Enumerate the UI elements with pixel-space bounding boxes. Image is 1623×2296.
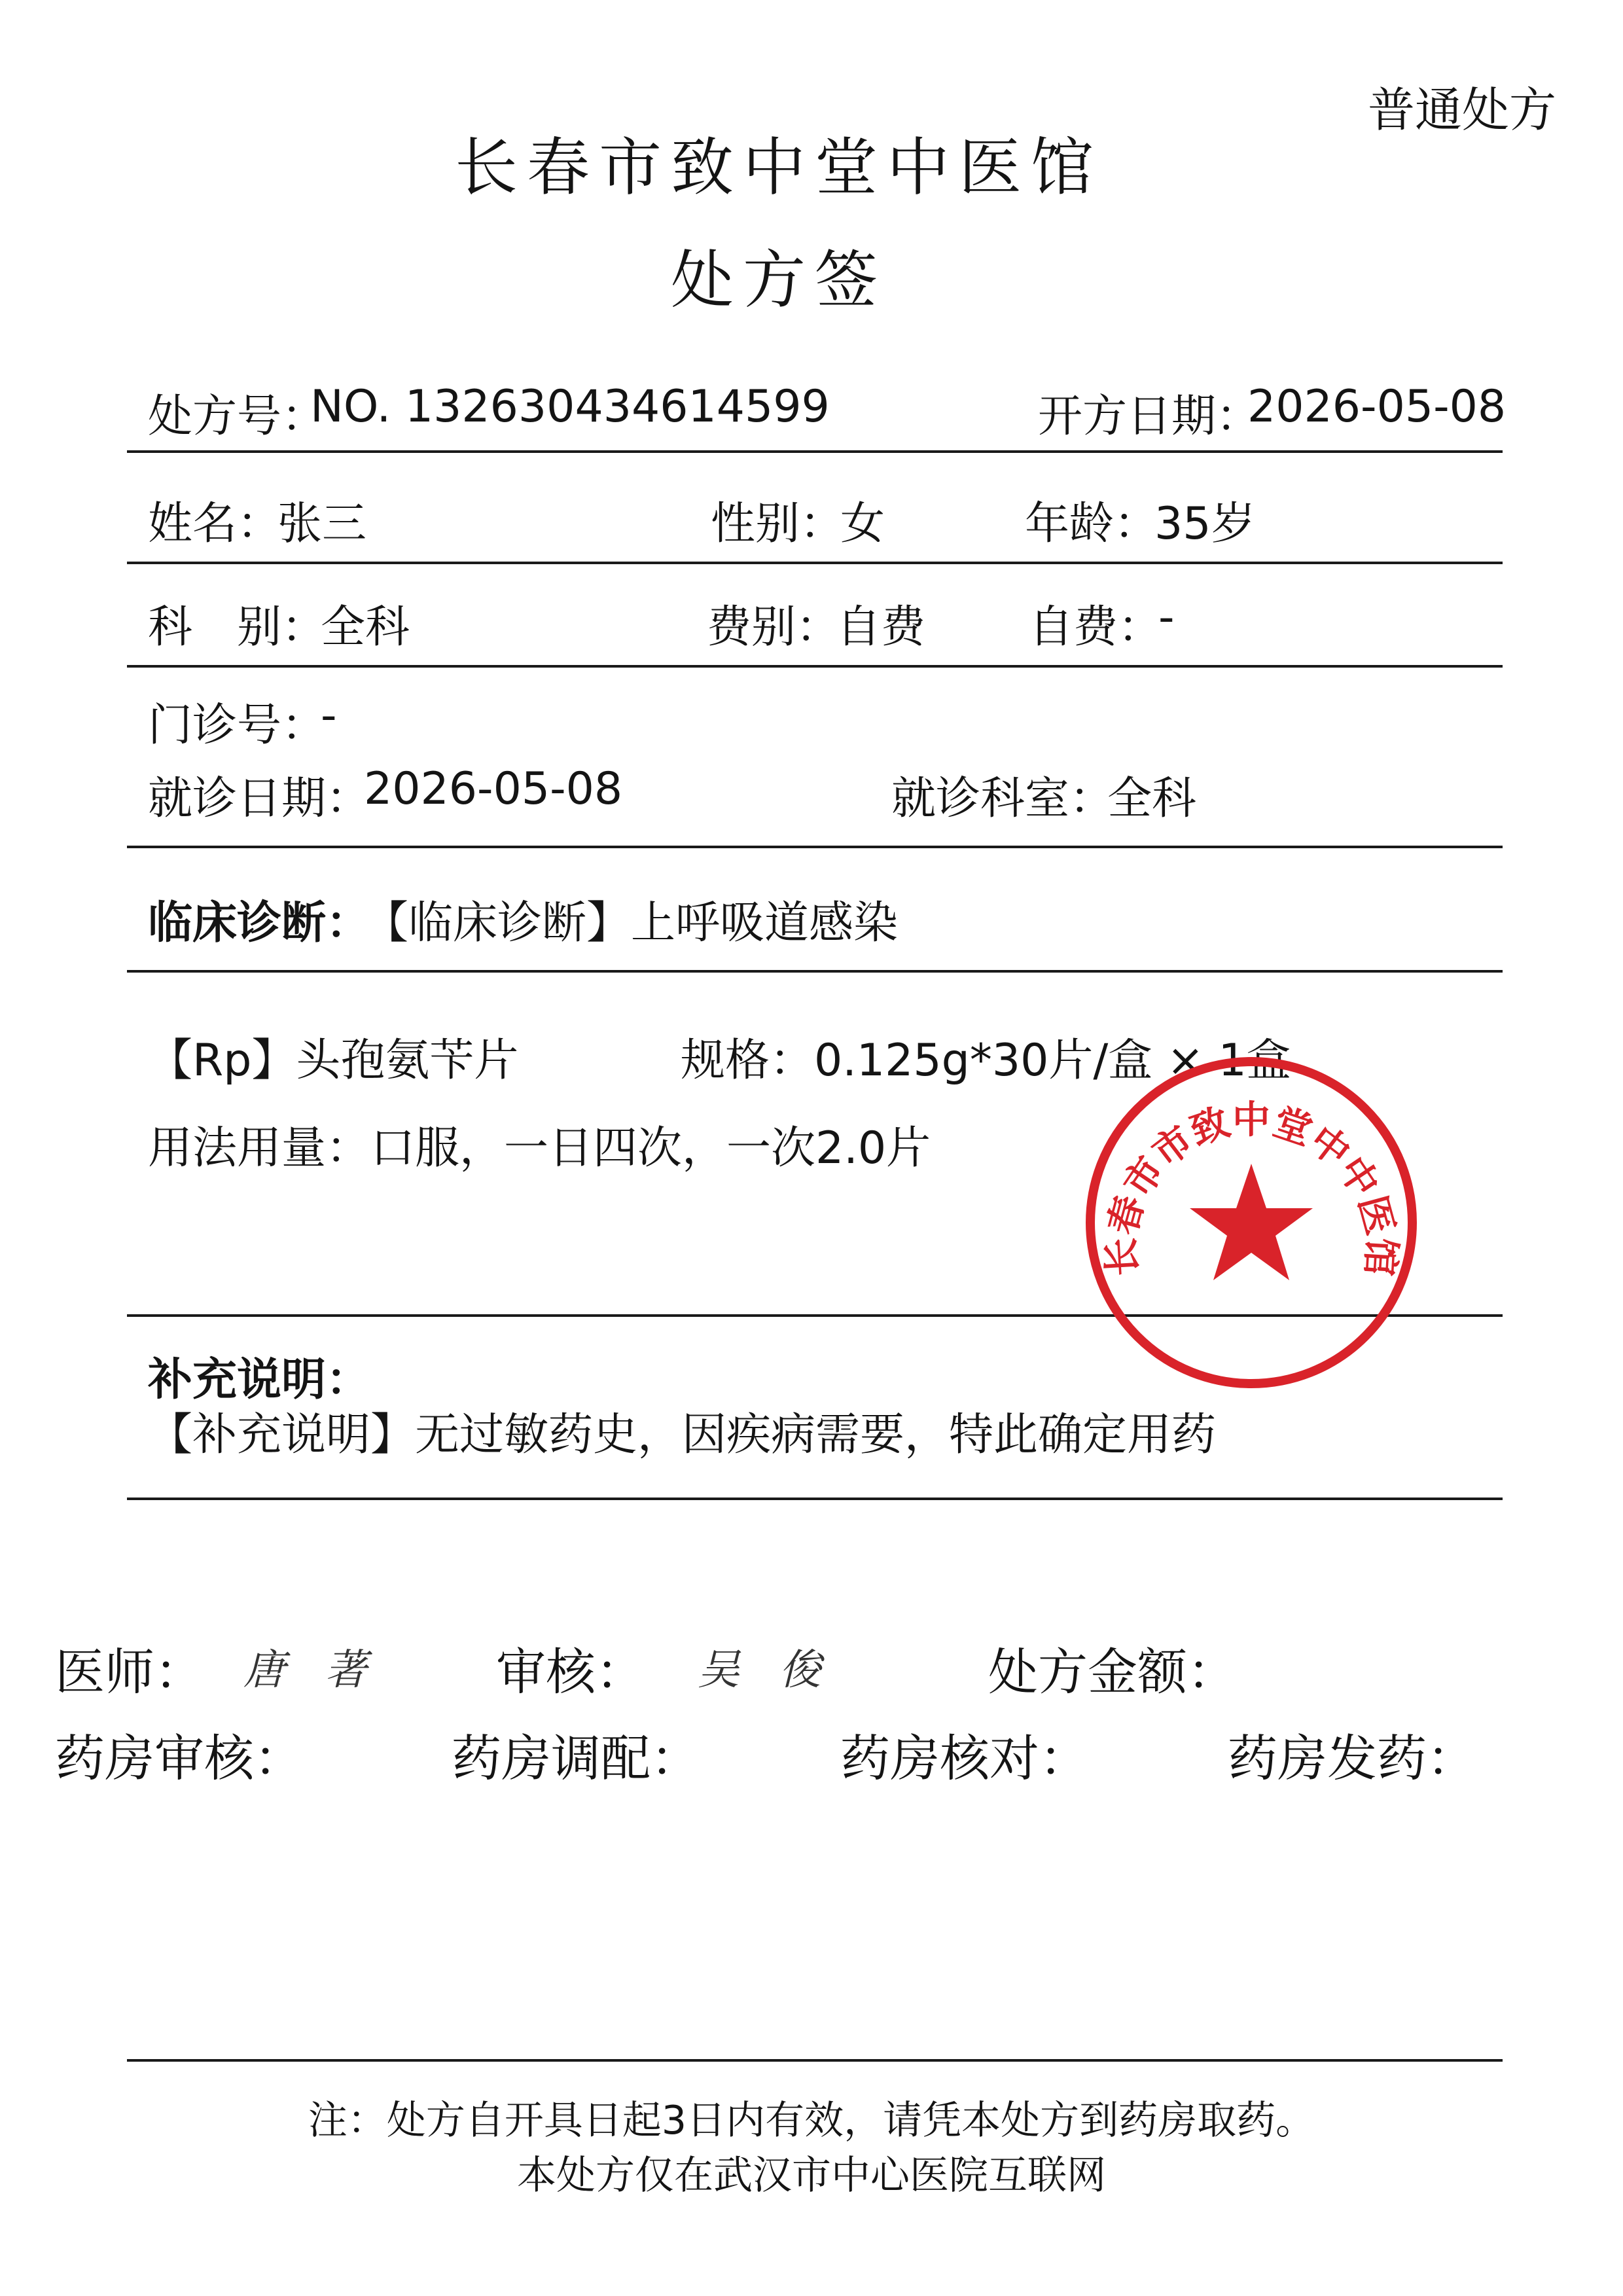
divider-8: [127, 2059, 1503, 2062]
visit-date-value: 2026-05-08: [364, 763, 623, 815]
clinic-number-label: 门诊号：: [148, 700, 327, 751]
footer-hospital-note: 本处方仅在武汉市中心医院互联网: [517, 2153, 1106, 2198]
rx-number-label: 处方号：: [148, 391, 327, 442]
amount-label: 处方金额：: [988, 1643, 1237, 1701]
visit-date-label: 就诊日期：: [148, 773, 371, 825]
visit-department-label: 就诊科室：: [891, 773, 1115, 825]
drug-usage: 用法用量：口服，一日四次，一次2.0片: [148, 1122, 931, 1174]
drug-name: 【Rp】头孢氨苄片: [148, 1035, 519, 1086]
hospital-name: 长春市致中堂中医馆: [455, 131, 1103, 204]
review-label: 审核：: [496, 1643, 645, 1701]
clinic-number-value: -: [321, 690, 337, 742]
review-signature: 吴 俊: [698, 1646, 834, 1695]
diagnosis-value: 【临床诊断】上呼吸道感染: [364, 897, 899, 949]
document-title: 处方签: [671, 243, 887, 317]
divider-3: [127, 665, 1503, 668]
prescription-type: 普通处方: [1368, 82, 1557, 137]
pharmacy-review-label: 药房审核：: [55, 1729, 304, 1787]
drug-spec: 规格：0.125g*30片/盒 × 1盒: [681, 1035, 1291, 1086]
note-value: 【补充说明】无过敏药史，因疾病需要，特此确定用药: [148, 1409, 1217, 1461]
divider-2: [127, 562, 1503, 564]
footer-validity-note: 注：处方自开具日起3日内有效，请凭本处方到药房取药。: [308, 2098, 1315, 2144]
issue-date-value: 2026-05-08: [1247, 381, 1507, 433]
self-pay-value: -: [1158, 592, 1175, 643]
gender-value: 女: [840, 498, 885, 550]
rx-number-value: NO. 132630434614599: [310, 381, 830, 433]
department-value: 全科: [321, 601, 410, 653]
diagnosis-label: 临床诊断：: [148, 897, 371, 949]
self-pay-label: 自费：: [1029, 601, 1163, 653]
fee-type-label: 费别：: [707, 601, 841, 653]
issue-date-label: 开方日期：: [1038, 391, 1261, 442]
pharmacy-dispense-label: 药房调配：: [452, 1729, 700, 1787]
hospital-seal-stamp: [1081, 1052, 1421, 1393]
visit-department-value: 全科: [1107, 773, 1197, 825]
pharmacy-issue-label: 药房发药：: [1228, 1729, 1476, 1787]
patient-name-label: 姓名：: [148, 498, 282, 550]
pharmacy-check-label: 药房核对：: [840, 1729, 1089, 1787]
divider-4: [127, 846, 1503, 848]
doctor-signature: 唐 著: [243, 1646, 380, 1695]
seal-text: 长春市市致中堂中中医馆: [1098, 1097, 1404, 1278]
fee-type-value: 自费: [836, 601, 926, 653]
department-label: 科 别：: [148, 601, 327, 653]
note-label: 补充说明：: [148, 1354, 371, 1406]
doctor-label: 医师：: [55, 1643, 204, 1701]
divider-1: [127, 450, 1503, 453]
patient-name-value: 张三: [277, 498, 367, 550]
divider-7: [127, 1498, 1503, 1500]
gender-label: 性别：: [711, 498, 845, 550]
divider-5: [127, 970, 1503, 973]
age-value: 35岁: [1154, 498, 1256, 550]
seal-star-icon: [1190, 1164, 1313, 1280]
age-label: 年龄：: [1025, 498, 1159, 550]
